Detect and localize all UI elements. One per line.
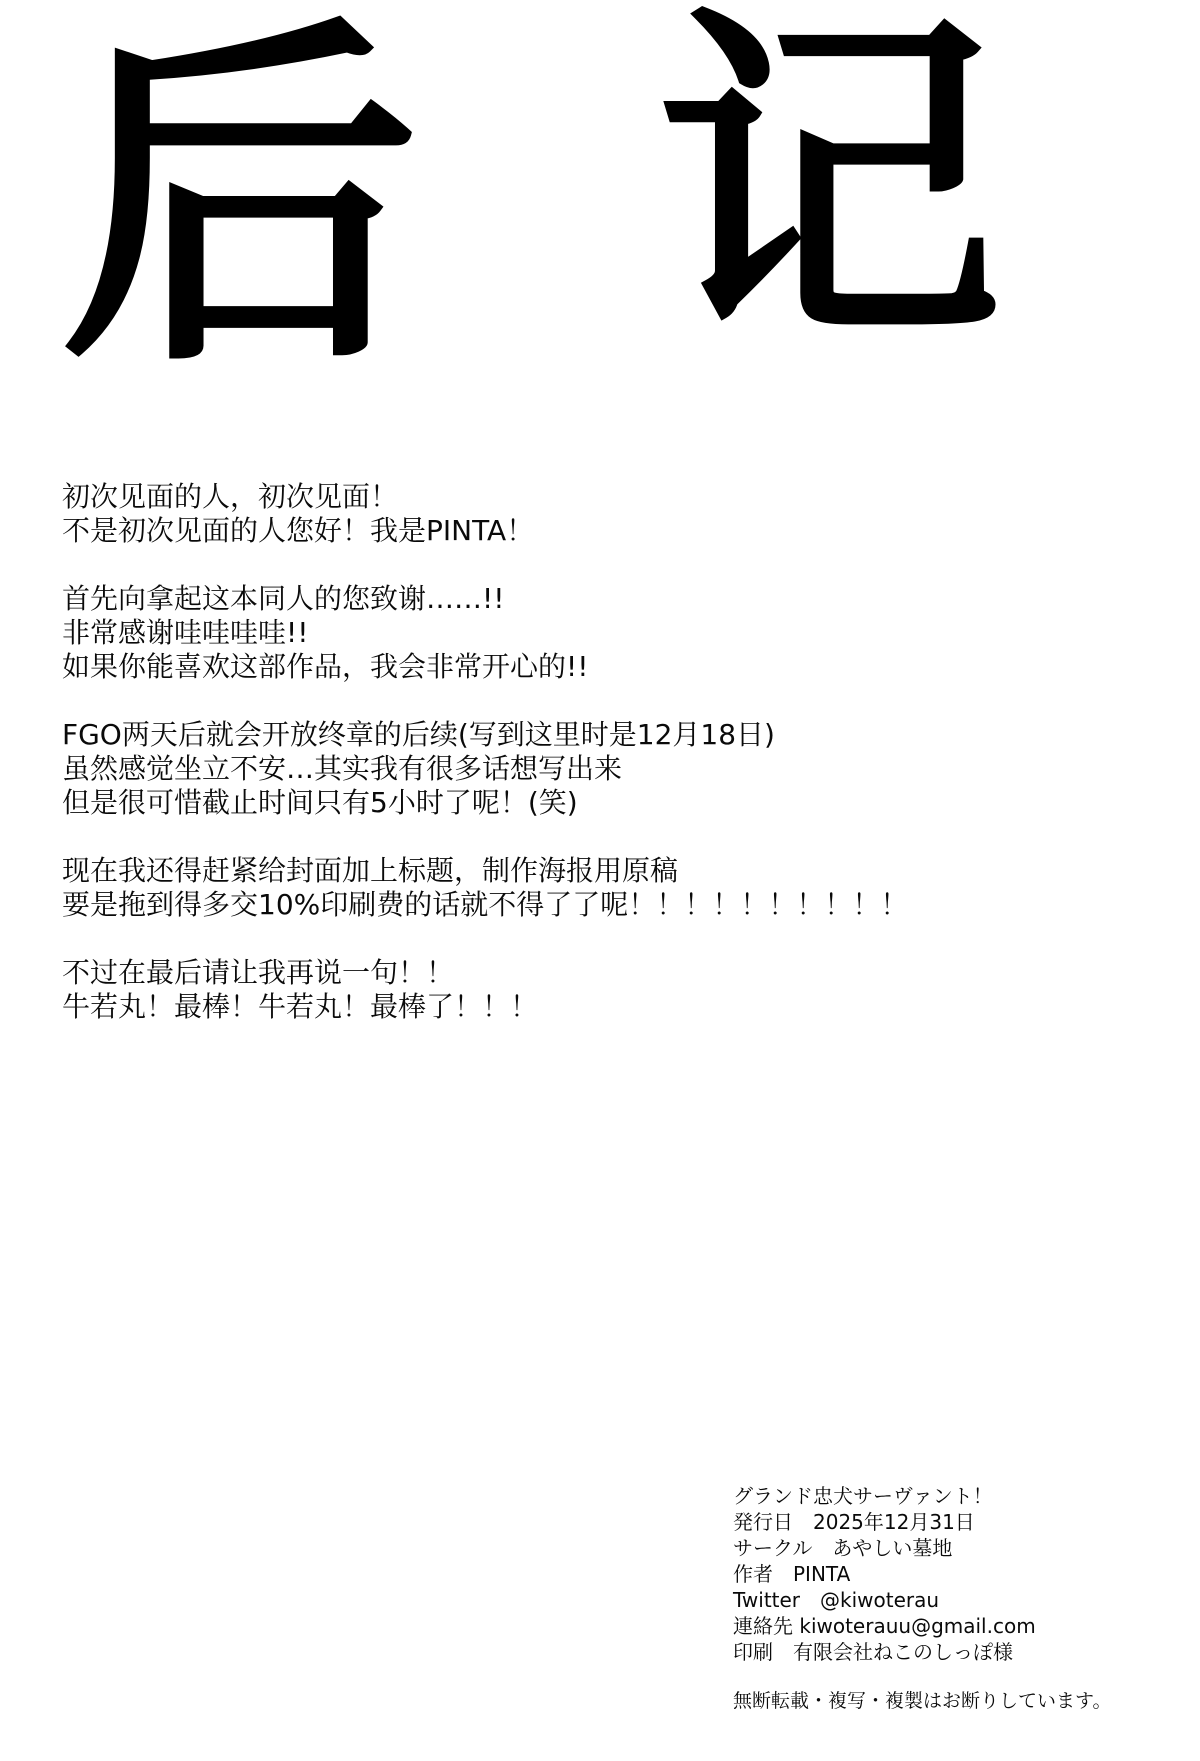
- colophon-publish-date: 発行日 2025年12月31日: [733, 1510, 975, 1534]
- body-line: 牛若丸！最棒！牛若丸！最棒了！！！: [62, 990, 539, 1023]
- body-line: 非常感谢哇哇哇哇!!: [62, 616, 309, 649]
- colophon-printer: 印刷 有限会社ねこのしっぽ様: [733, 1640, 1013, 1664]
- afterword-title-char-ji: 记: [655, 0, 1003, 386]
- body-line: 如果你能喜欢这部作品，我会非常开心的!!: [62, 650, 589, 683]
- body-line: 要是拖到得多交10%印刷费的话就不得了了呢！！！！！！！！！！: [62, 888, 909, 921]
- body-line: 虽然感觉坐立不安…其实我有很多话想写出来: [62, 752, 623, 785]
- colophon-book-title: グランド忠犬サーヴァント！: [733, 1484, 993, 1508]
- paragraph-deadline: [62, 854, 1162, 922]
- colophon-twitter: Twitter @kiwoterau: [733, 1588, 940, 1612]
- colophon: [733, 1483, 1163, 1714]
- body-line: 不过在最后请让我再说一句！！: [62, 956, 455, 989]
- paragraph-greeting: [62, 480, 1162, 548]
- paragraph-final-word: [62, 956, 1162, 1024]
- afterword-title-char-hou: 后: [60, 0, 420, 409]
- body-line: 现在我还得赶紧给封面加上标题，制作海报用原稿: [62, 854, 679, 887]
- body-line: FGO两天后就会开放终章的后续(写到这里时是12月18日): [62, 718, 775, 751]
- afterword-body: [62, 480, 1162, 1058]
- colophon-contact-email: 連絡先 kiwoterauu@gmail.com: [733, 1614, 1036, 1638]
- colophon-circle: サークル あやしい墓地: [733, 1536, 953, 1560]
- body-line: 初次见面的人，初次见面！: [62, 480, 399, 513]
- body-line: 但是很可惜截止时间只有5小时了呢！(笑): [62, 786, 578, 819]
- paragraph-thanks: [62, 582, 1162, 684]
- colophon-author: 作者 PINTA: [733, 1562, 851, 1586]
- body-line: 不是初次见面的人您好！我是PINTA！: [62, 514, 535, 547]
- body-line: 首先向拿起这本同人的您致谢……!!: [62, 582, 505, 615]
- colophon-copyright-notice: 無断転載・複写・複製はお断りしています。: [733, 1690, 1112, 1712]
- paragraph-fgo: [62, 718, 1162, 820]
